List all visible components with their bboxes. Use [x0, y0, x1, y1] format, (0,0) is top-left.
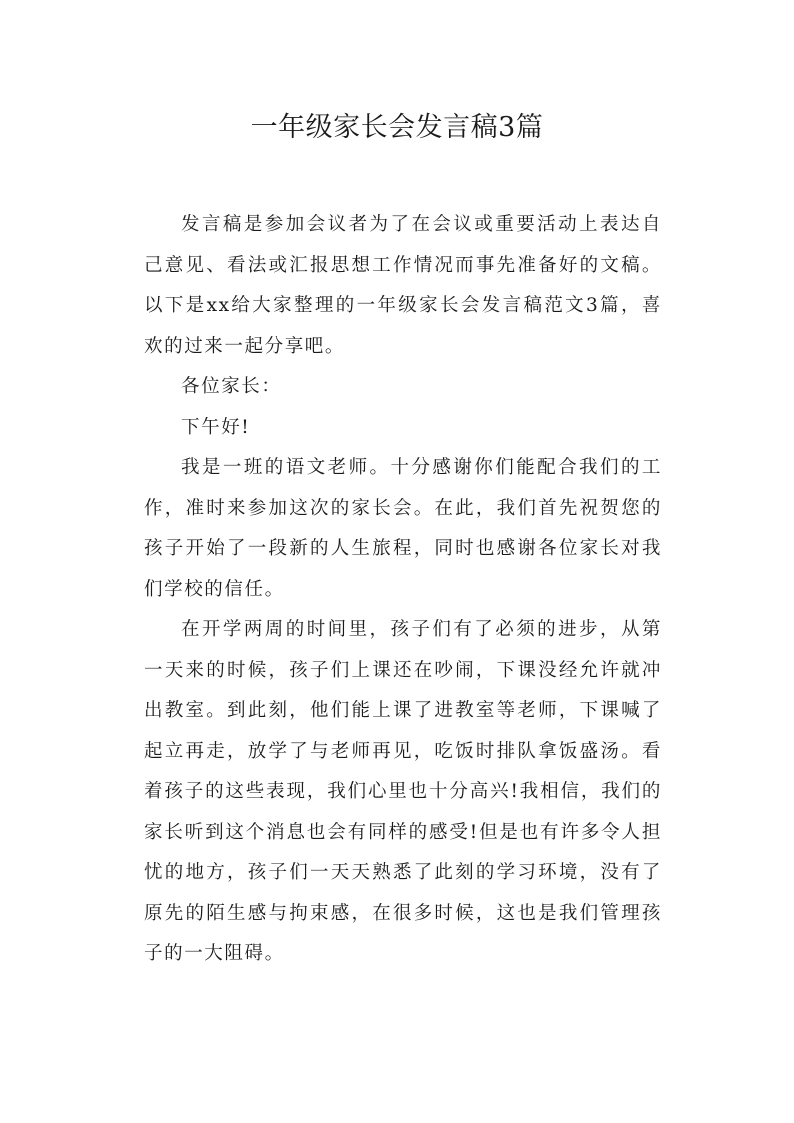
body-paragraph: 在开学两周的时间里，孩子们有了必须的进步，从第一天来的时候，孩子们上课还在吵闹，下课没经允许就冲出教室。到此刻，他们能上课了进教室等老师，下课喊了起立再走，放学了与老师再见，吃饭时排队拿饭盛汤。看着孩子的这些表现，我们心里也十分高兴!我相信，我们的家长听到这个消息也会有同样的感受!但是也有许多令人担忧的地方，孩子们一天天熟悉了此刻的学习环境，没有了原先的陌生感与拘束感，在很多时候，这也是我们管理孩子的一大阻碍。: [144, 619, 662, 964]
body-paragraph: 我是一班的语文老师。十分感谢你们能配合我们的工作，准时来参加这次的家长会。在此，我们首先祝贺您的孩子开始了一段新的人生旅程，同时也感谢各位家长对我们学校的信任。: [144, 457, 662, 600]
document-body: [144, 205, 662, 975]
salutation-paragraph: 各位家长：: [181, 376, 282, 397]
document-title: 一年级家长会发言稿3篇: [250, 112, 544, 143]
greeting-paragraph: 下午好!: [181, 416, 251, 438]
intro-paragraph: 发言稿是参加会议者为了在会议或重要活动上表达自己意见、看法或汇报思想工作情况而事先准备好的文稿。以下是xx给大家整理的一年级家长会发言稿范文3篇，喜欢的过来一起分享吧。: [144, 214, 662, 357]
